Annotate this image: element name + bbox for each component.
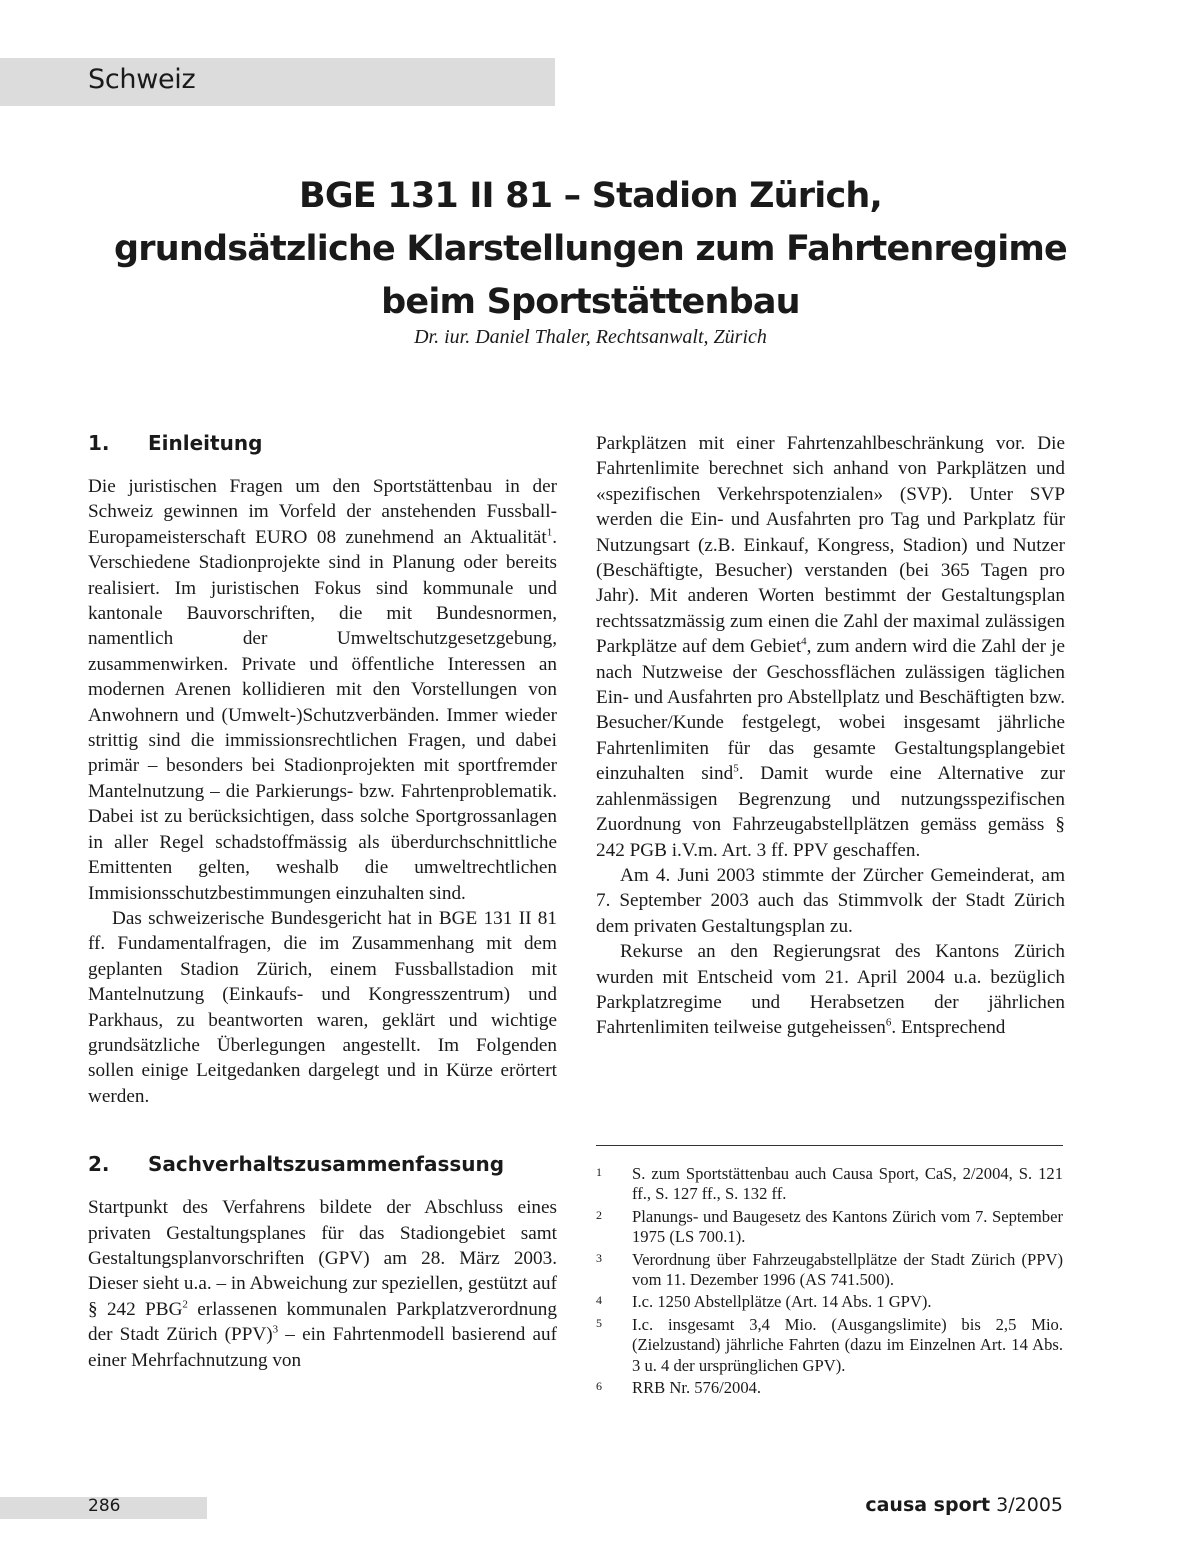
left-column [88, 430, 557, 1373]
paragraph: Das schweizerische Bundesgericht hat in BGE 131 II 81 ff. Fundamentalfragen, die im Zusammenhang mit dem geplanten Stadion Zürich, einem Fussballstadion mit Mantelnutzung (Einkaufs- und Kongresszentrum) und Parkhaus, zu beantworten waren, geklärt und wichtige grundsätzliche Überlegungen angestellt. Im Folgenden sollen einige Leitgedanken dargelegt und in Kürze erörtert werden. [88, 907, 557, 1107]
paragraph-text: – ein Fahrtenmodell basierend auf einer Mehrfachnutzung von [88, 1324, 557, 1371]
paragraph-text: Startpunkt des Verfahrens bildete der Abschluss eines privaten Gestaltungsplanes für das Stadiongebiet samt Gestaltungsplanvorschriften (GPV) am 28. März 2003. Dieser sieht u.a. – in Abweichung zur speziellen, gestützt auf § 242 PBG [88, 1197, 557, 1320]
footnote-text: Verordnung über Fahrzeugabstellplätze der Stadt Zürich (PPV) vom 11. Dezember 1996 (AS 741.500). [632, 1249, 1063, 1290]
footnote-ref[interactable]: 4 [801, 635, 807, 648]
journal-issue [865, 1494, 1063, 1516]
section-heading-einleitung [88, 430, 557, 456]
footnote-text: S. zum Sportstättenbau auch Causa Sport, CaS, 2/2004, S. 121 ff., S. 127 ff., S. 132 ff. [632, 1164, 1063, 1204]
footnote-text: RRB Nr. 576/2004. [632, 1378, 762, 1398]
footnote-text: I.c. 1250 Abstellplätze (Art. 14 Abs. 1 GPV). [632, 1292, 932, 1312]
footnote-number: 3 [596, 1250, 602, 1265]
paragraph: Am 4. Juni 2003 stimmte der Zürcher Gemeinderat, am 7. September 2003 auch das Stimmvolk der Stadt Zürich dem privaten Gestaltungsplan zu. [596, 864, 1065, 937]
author-line: Dr. iur. Daniel Thaler, Rechtsanwalt, Zürich [414, 326, 767, 348]
section-title: Sachverhaltszusammenfassung [148, 1152, 505, 1177]
section-title: Einleitung [148, 431, 263, 455]
paragraph [596, 431, 1065, 863]
paragraph-text: . Entsprechend [891, 1017, 1006, 1039]
paragraph-text: Rekurse an den Regierungsrat des Kantons Zürich wurden mit Entscheid vom 21. April 2004 u.a. bezüglich Parkplatzregime und Herabsetzen der jährlichen Fahrtenlimiten teilweise gutgeheissen [596, 941, 1065, 1039]
footnote-ref[interactable]: 2 [182, 1298, 188, 1311]
paragraph-text: . Damit wurde eine Alternative zur zahlenmässigen Begrenzung und nutzungsspezifischen Zuordnung von Fahrzeugabstellplätzen gemäss gemäss § 242 PGB i.V.m. Art. 3 ff. PPV geschaffen. [596, 763, 1065, 861]
footnote-number: 6 [596, 1379, 602, 1394]
footnote [596, 1292, 1063, 1312]
article-title-line: beim Sportstättenbau [381, 282, 800, 322]
footnote [596, 1250, 1063, 1291]
footnote-ref[interactable]: 6 [885, 1016, 892, 1029]
issue-number: 3/2005 [990, 1494, 1063, 1516]
paragraph-text: Die juristischen Fragen um den Sportstättenbau in der Schweiz gewinnen im Vorfeld der anstehenden Fussball-Europameisterschaft EURO 08 zunehmend an Aktualität [88, 476, 557, 548]
article-title [0, 170, 1181, 329]
footnote-number: 4 [596, 1293, 602, 1308]
paragraph [596, 939, 1065, 1041]
footnote-ref[interactable]: 1 [546, 526, 553, 539]
footnote [596, 1378, 1063, 1398]
footnote-divider [596, 1145, 1063, 1146]
article-title-line: grundsätzliche Klarstellungen zum Fahrtenregime [114, 229, 1067, 269]
section-label: Schweiz [88, 64, 196, 95]
footnote [596, 1207, 1063, 1248]
paragraph-text: . Verschiedene Stadionprojekte sind in Planung oder bereits realisiert. Im juristischen Fokus sind kommunale und kantonale Bauvorschriften, die mit Bundesnormen, namentlich der Umweltschutzgesetzgebung, zusammenwirken. Private und öffentliche Interessen an modernen Arenen kollidieren mit den Vorstellungen von Anwohnern und (Umwelt-)Schutzverbänden. Immer wieder strittig sind die immissionsrechtlichen Fragen, und dabei primär – besonders bei Stadionprojekten mit sportfremder Mantelnutzung – die Parkierungs- bzw. Fahrtenproblematik. Dabei ist zu berücksichtigen, dass solche Sportgrossanlagen in aller Regel schadstoffmässig als überdurchschnittliche Emittenten gelten, weshalb die umweltrechtlichen Immisionsschutzbestimmungen einzuhalten sind. [88, 526, 557, 904]
right-column [596, 431, 1065, 1041]
journal-name: causa sport [865, 1494, 991, 1516]
footnotes [596, 1164, 1063, 1400]
paragraph [88, 1195, 557, 1373]
paragraph-text: Parkplätzen mit einer Fahrtenzahlbeschränkung vor. Die Fahrtenlimite berechnet sich anhand von Parkplätzen und «spezifischen Verkehrspotenzialen» (SVP). Unter SVP werden die Ein- und Ausfahrten pro Tag und Parkplatz für Nutzungsart (z.B. Einkauf, Kongress, Stadion) und Nutzer (Beschäftigte, Besucher) verstanden (bei 365 Tagen pro Jahr). Mit anderen Worten bestimmt der Gestaltungsplan rechtssatzmässig zum einen die Zahl der maximal zulässigen Parkplätze auf dem Gebiet [596, 433, 1065, 658]
footnote-text: Planungs- und Baugesetz des Kantons Zürich vom 7. September 1975 (LS 700.1). [632, 1206, 1063, 1247]
footnote-number: 2 [596, 1207, 602, 1222]
footnote [596, 1164, 1063, 1205]
footnote [596, 1315, 1063, 1376]
footnote-text: I.c. insgesamt 3,4 Mio. (Ausgangslimite) bis 2,5 Mio. (Zielzustand) jährliche Fahrten (dazu im Einzelnen Art. 14 Abs. 3 u. 4 der ursprünglichen GPV). [632, 1314, 1063, 1375]
paragraph [88, 474, 557, 906]
page-number: 286 [88, 1496, 121, 1516]
section-number: 2. [88, 1152, 110, 1177]
section-number: 1. [88, 431, 110, 455]
footnote-number: 5 [596, 1315, 602, 1330]
section-heading-sachverhalt [88, 1151, 557, 1177]
article-title-line: BGE 131 II 81 – Stadion Zürich, [298, 176, 883, 216]
footnote-ref[interactable]: 5 [733, 762, 739, 775]
section-header-band [0, 58, 555, 106]
paragraph-text: , zum andern wird die Zahl der je nach Nutzweise der Geschossflächen zulässigen täglichen Ein- und Ausfahrten pro Abstellplatz und Beschäftigten bzw. Besucher/Kunde festgelegt, wobei insgesamt jährliche Fahrtenlimiten für das gesamte Gestaltungsplangebiet einzuhalten sind [596, 636, 1066, 785]
footnote-ref[interactable]: 3 [272, 1323, 279, 1336]
paragraph-text: erlassenen kommunalen Parkplatzverordnung der Stadt Zürich (PPV) [88, 1298, 557, 1346]
footnote-number: 1 [596, 1165, 602, 1179]
